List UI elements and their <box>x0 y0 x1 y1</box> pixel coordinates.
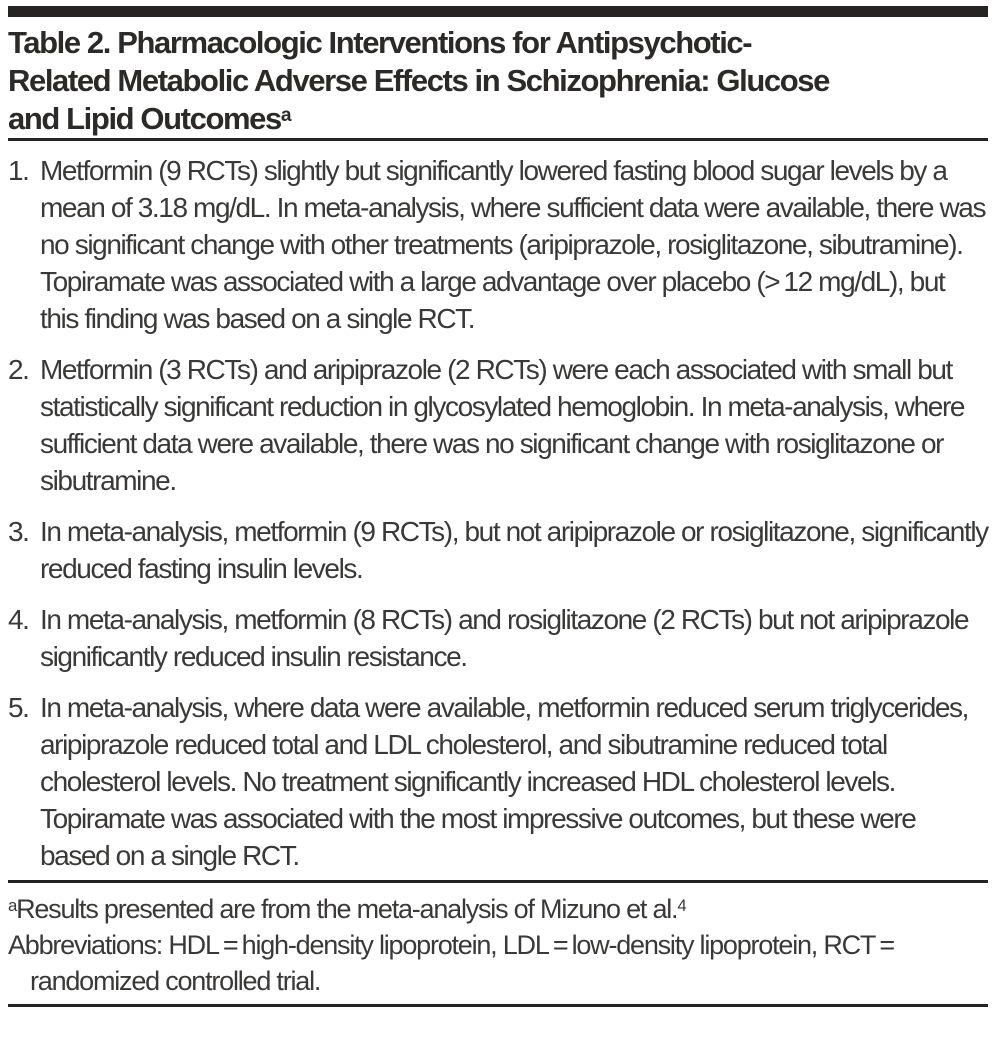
footnote-abbreviations: Abbreviations: HDL = high-density lipoprotein, LDL = low-density lipoprotein, RCT = randomized controlled trial. <box>8 930 899 996</box>
table-title-line-3 <box>8 100 988 138</box>
list-item <box>8 689 988 874</box>
footnote-divider-rule <box>8 880 988 883</box>
list-item-number: 5. <box>8 692 29 723</box>
list-item <box>8 513 988 587</box>
table-title-line-3-text: and Lipid Outcomes <box>8 101 281 136</box>
table-title-footnote-marker: a <box>280 104 291 126</box>
footnote-a-marker: a <box>8 895 17 915</box>
footnote-a-text: Results presented are from the meta-analysis of Mizuno et al. <box>16 894 678 924</box>
list-item-text: Metformin (9 RCTs) slightly but significantly lowered fasting blood sugar levels by a mean of 3.18 mg/dL. In meta-analysis, where sufficient data were available, there was no significant change with other treatments (aripiprazole, rosiglitazone, sibutramine). Topiramate was associated with a large advantage over placebo (> 12 mg/dL), but this finding was based on a single RCT. <box>40 155 986 334</box>
list-item <box>8 152 988 337</box>
list-item-text: In meta-analysis, where data were available, metformin reduced serum triglycerides, aripiprazole reduced total and LDL cholesterol, and sibutramine reduced total cholesterol levels. No treatment significantly increased HDL cholesterol levels. Topiramate was associated with the most impressive outcomes, but these were based on a single RCT. <box>40 692 969 871</box>
list-item-text: In meta-analysis, metformin (9 RCTs), but not aripiprazole or rosiglitazone, significantly reduced fasting insulin levels. <box>40 516 988 584</box>
list-item-text: In meta-analysis, metformin (8 RCTs) and rosiglitazone (2 RCTs) but not aripiprazole significantly reduced insulin resistance. <box>40 604 969 672</box>
footnote-a <box>8 891 988 927</box>
table-title-line-1: Table 2. Pharmacologic Interventions for Antipsychotic- <box>8 25 752 60</box>
list-item-number: 4. <box>8 604 29 635</box>
list-item <box>8 351 988 499</box>
list-item-text: Metformin (3 RCTs) and aripiprazole (2 RCTs) were each associated with small but statistically significant reduction in glycosylated hemoglobin. In meta-analysis, where sufficient data were available, there was no significant change with rosiglitazone or sibutramine. <box>40 354 965 496</box>
table-title-line-2: Related Metabolic Adverse Effects in Schizophrenia: Glucose <box>8 63 829 98</box>
list-item-number: 2. <box>8 354 29 385</box>
footnotes <box>8 891 988 999</box>
list-item-number: 1. <box>8 155 29 186</box>
bottom-rule <box>8 1004 988 1007</box>
list-item <box>8 601 988 675</box>
findings-list <box>8 152 988 874</box>
list-item-number: 3. <box>8 516 29 547</box>
top-rule <box>8 6 988 17</box>
title-divider-rule <box>8 138 988 141</box>
footnote-a-reference: 4 <box>677 895 686 915</box>
table-title <box>8 24 988 138</box>
